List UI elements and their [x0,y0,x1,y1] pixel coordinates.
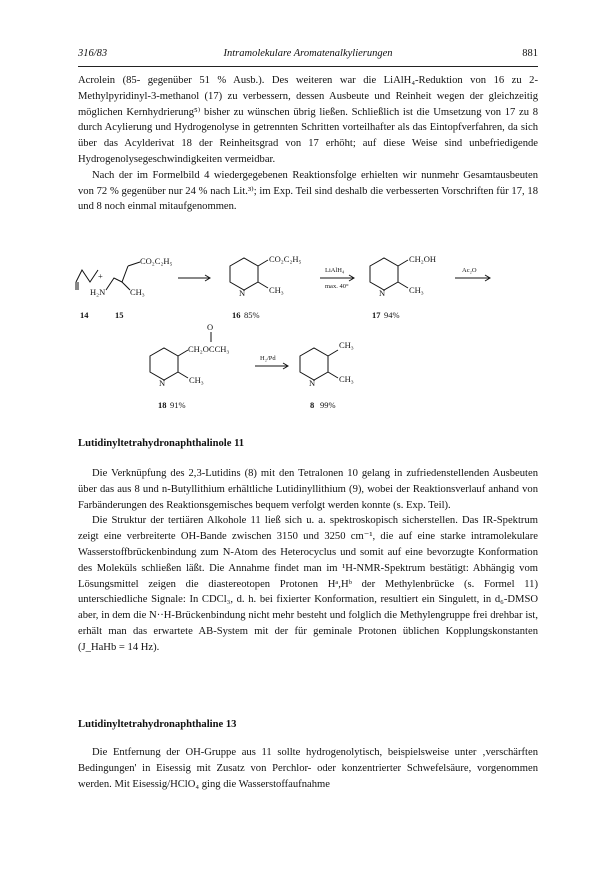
yield-16: 85% [244,310,260,320]
substituent-co2c2h5-a: CO₂C₂H₅ [140,256,173,266]
page-number: 881 [522,48,538,59]
pyridine-16-ring [230,258,258,290]
pyridine-8-ring [300,348,328,380]
yield-18: 91% [170,400,186,410]
ring-n-8: N [309,378,316,388]
ring-n-17: N [379,288,386,298]
section-2-body [78,745,538,792]
label-14: 14 [80,310,89,320]
section-1-body [78,466,538,656]
section-1-paragraph-1: Die Verknüpfung des 2,3-Lutidins (8) mit den Tetralonen 10 gelang in zufriedenstellenden Ausbeuten über das aus 8 und n-Butyllithium erhältliche Lutidinyllithium (9), wobei der Reaktionsverlauf anhand von Farbänderungen des Reaktionsgemisches bequem verfolgt werden konnte (s. Exp. Teil). [78,468,538,511]
enamine-methyl-bond [122,282,130,290]
running-header [78,48,538,64]
reagent-liaih4: LiAlH₄ [325,267,345,274]
pyridine-8-methyl-bond-b [328,372,338,378]
reaction-scheme [70,248,540,444]
label-18: 18 [158,400,167,410]
section-1-paragraph-2: Die Struktur der tertiären Alkohole 11 ließ sich u. a. spektroskopisch sicherstellen. Das IR-Spektrum zeigt eine verbreiterte OH-Bande zwischen 3150 und 3250 cm⁻¹, die auf eine starke intramolekulare Wasserstoffbrückenbindung zum N-Atom des Heterocyclus und somit auf eine bevorzugte Konformation des Moleküls schließen läßt. Die Annahme findet man im ¹H-NMR-Spektrum bestätigt: Abhängig vom Lösungsmittel zeigen die diastereotopen Protonen Hᵃ,Hᵇ der Methylenbrücke (s. Formel 11) unterschiedliche Signale: In CDCl₃, d. h. bei fixierter Konformation, resultiert ein Singulett, in d₆-DMSO aber, in dem die N··H-Brückenbindung nicht mehr besteht und folglich die Methylengruppe frei drehbar ist, erhält man das erwartete AB-System mit der für geminale Protonen üblichen Kopplungskonstanten (J_HaHb = 14 Hz). [78,515,538,653]
carbonyl-oxygen: O [207,322,214,332]
label-17: 17 [372,310,381,320]
ring-n-18: N [159,378,166,388]
header-rule [78,66,538,67]
substituent-ch3-a: CH₃ [130,287,145,297]
enamine-ester-bond [128,262,140,266]
pyridine-8-methyl-bond-a [328,350,338,356]
substituent-ch3-17: CH₃ [409,285,424,295]
header-journal-ref: 316/83 [78,48,108,59]
acrolein-chain [76,270,98,282]
reagent-ac2o: Ac₂O [462,267,477,274]
pyridine-16-ester-bond [258,260,268,266]
plus-sign: + [98,271,103,281]
pyridine-17-alcohol-bond [398,260,408,266]
reagent-temp: max. 40° [325,283,349,290]
substituent-h2n: H₂N [90,287,106,297]
yield-17: 94% [384,310,400,320]
section-1-title: Lutidinyltetrahydronaphthalinole 11 [78,438,245,449]
paragraph-2: Nach der im Formelbild 4 wiedergegebenen Reaktionsfolge erhielten wir nunmehr Gesamtausbeuten von 72 % gegenüber nur 24 % nach Lit.³⁾; im Exp. Teil sind deshalb die verbesserten Vorschriften für 17, 18 und 8 noch einmal mitaufgenommen. [78,169,538,213]
section-2-paragraph-1: Die Entfernung der OH-Gruppe aus 11 sollte hydrogenolytisch, beispielsweise unter ‚verschärften Bedingungen' in Eisessig mit Zusatz von Perchlor- oder konzentrierter Schwefelsäure, vorgenommen werden. Mit Eisessig/HClO₄ ging die Wasserstoffaufnahme [78,747,538,790]
substituent-ch2occh3: CH₂OCCH₃ [188,344,230,354]
pyridine-17-methyl-bond [398,282,408,288]
header-title: Intramolekulare Aromatenalkylierungen [223,48,393,59]
ring-n-16: N [239,288,246,298]
label-15: 15 [115,310,124,320]
substituent-ch3-8a: CH₃ [339,340,354,350]
yield-8: 99% [320,400,336,410]
substituent-ch3-16: CH₃ [269,285,284,295]
pyridine-16-methyl-bond [258,282,268,288]
enamine-chain [106,266,128,290]
substituent-co2c2h5-b: CO₂C₂H₅ [269,254,302,264]
label-16: 16 [232,310,241,320]
pyridine-17-ring [370,258,398,290]
substituent-ch3-8b: CH₃ [339,374,354,384]
intro-block [78,73,538,215]
pyridine-18-ester-bond [178,350,188,356]
section-2-title: Lutidinyltetrahydronaphthaline 13 [78,719,237,730]
pyridine-18-methyl-bond [178,372,188,378]
intro-paragraph: Acrolein (85- gegenüber 51 % Ausb.). Des weiteren war die LiAlH₄-Reduktion von 16 zu 2-Methylpyridinyl-3-methanol (17) zu verbessern, dessen Ausbeute und Reinheit wegen der gleichzeitig möglichen Kernhydrierung⁵⁾ bisher zu wünschen übrig ließen. Schließlich ist die Umsetzung von 17 zu 8 durch Acylierung und Hydrogenolyse in getrennten Schritten vorteilhafter als das Eintopfverfahren, da sich über das Acylderivat 18 der Reinheitsgrad von 17 erhöht; auf diese Weise sind unbefriedigende Hydrogenolysegeschwindigkeiten vermeidbar. [78,75,538,165]
substituent-ch2oh: CH₂OH [409,254,437,264]
label-8: 8 [310,400,315,410]
reaction-scheme-svg [70,248,540,444]
pyridine-18-ring [150,348,178,380]
substituent-ch3-18: CH₃ [189,375,204,385]
reagent-h2pd: H₂/Pd [260,355,276,362]
